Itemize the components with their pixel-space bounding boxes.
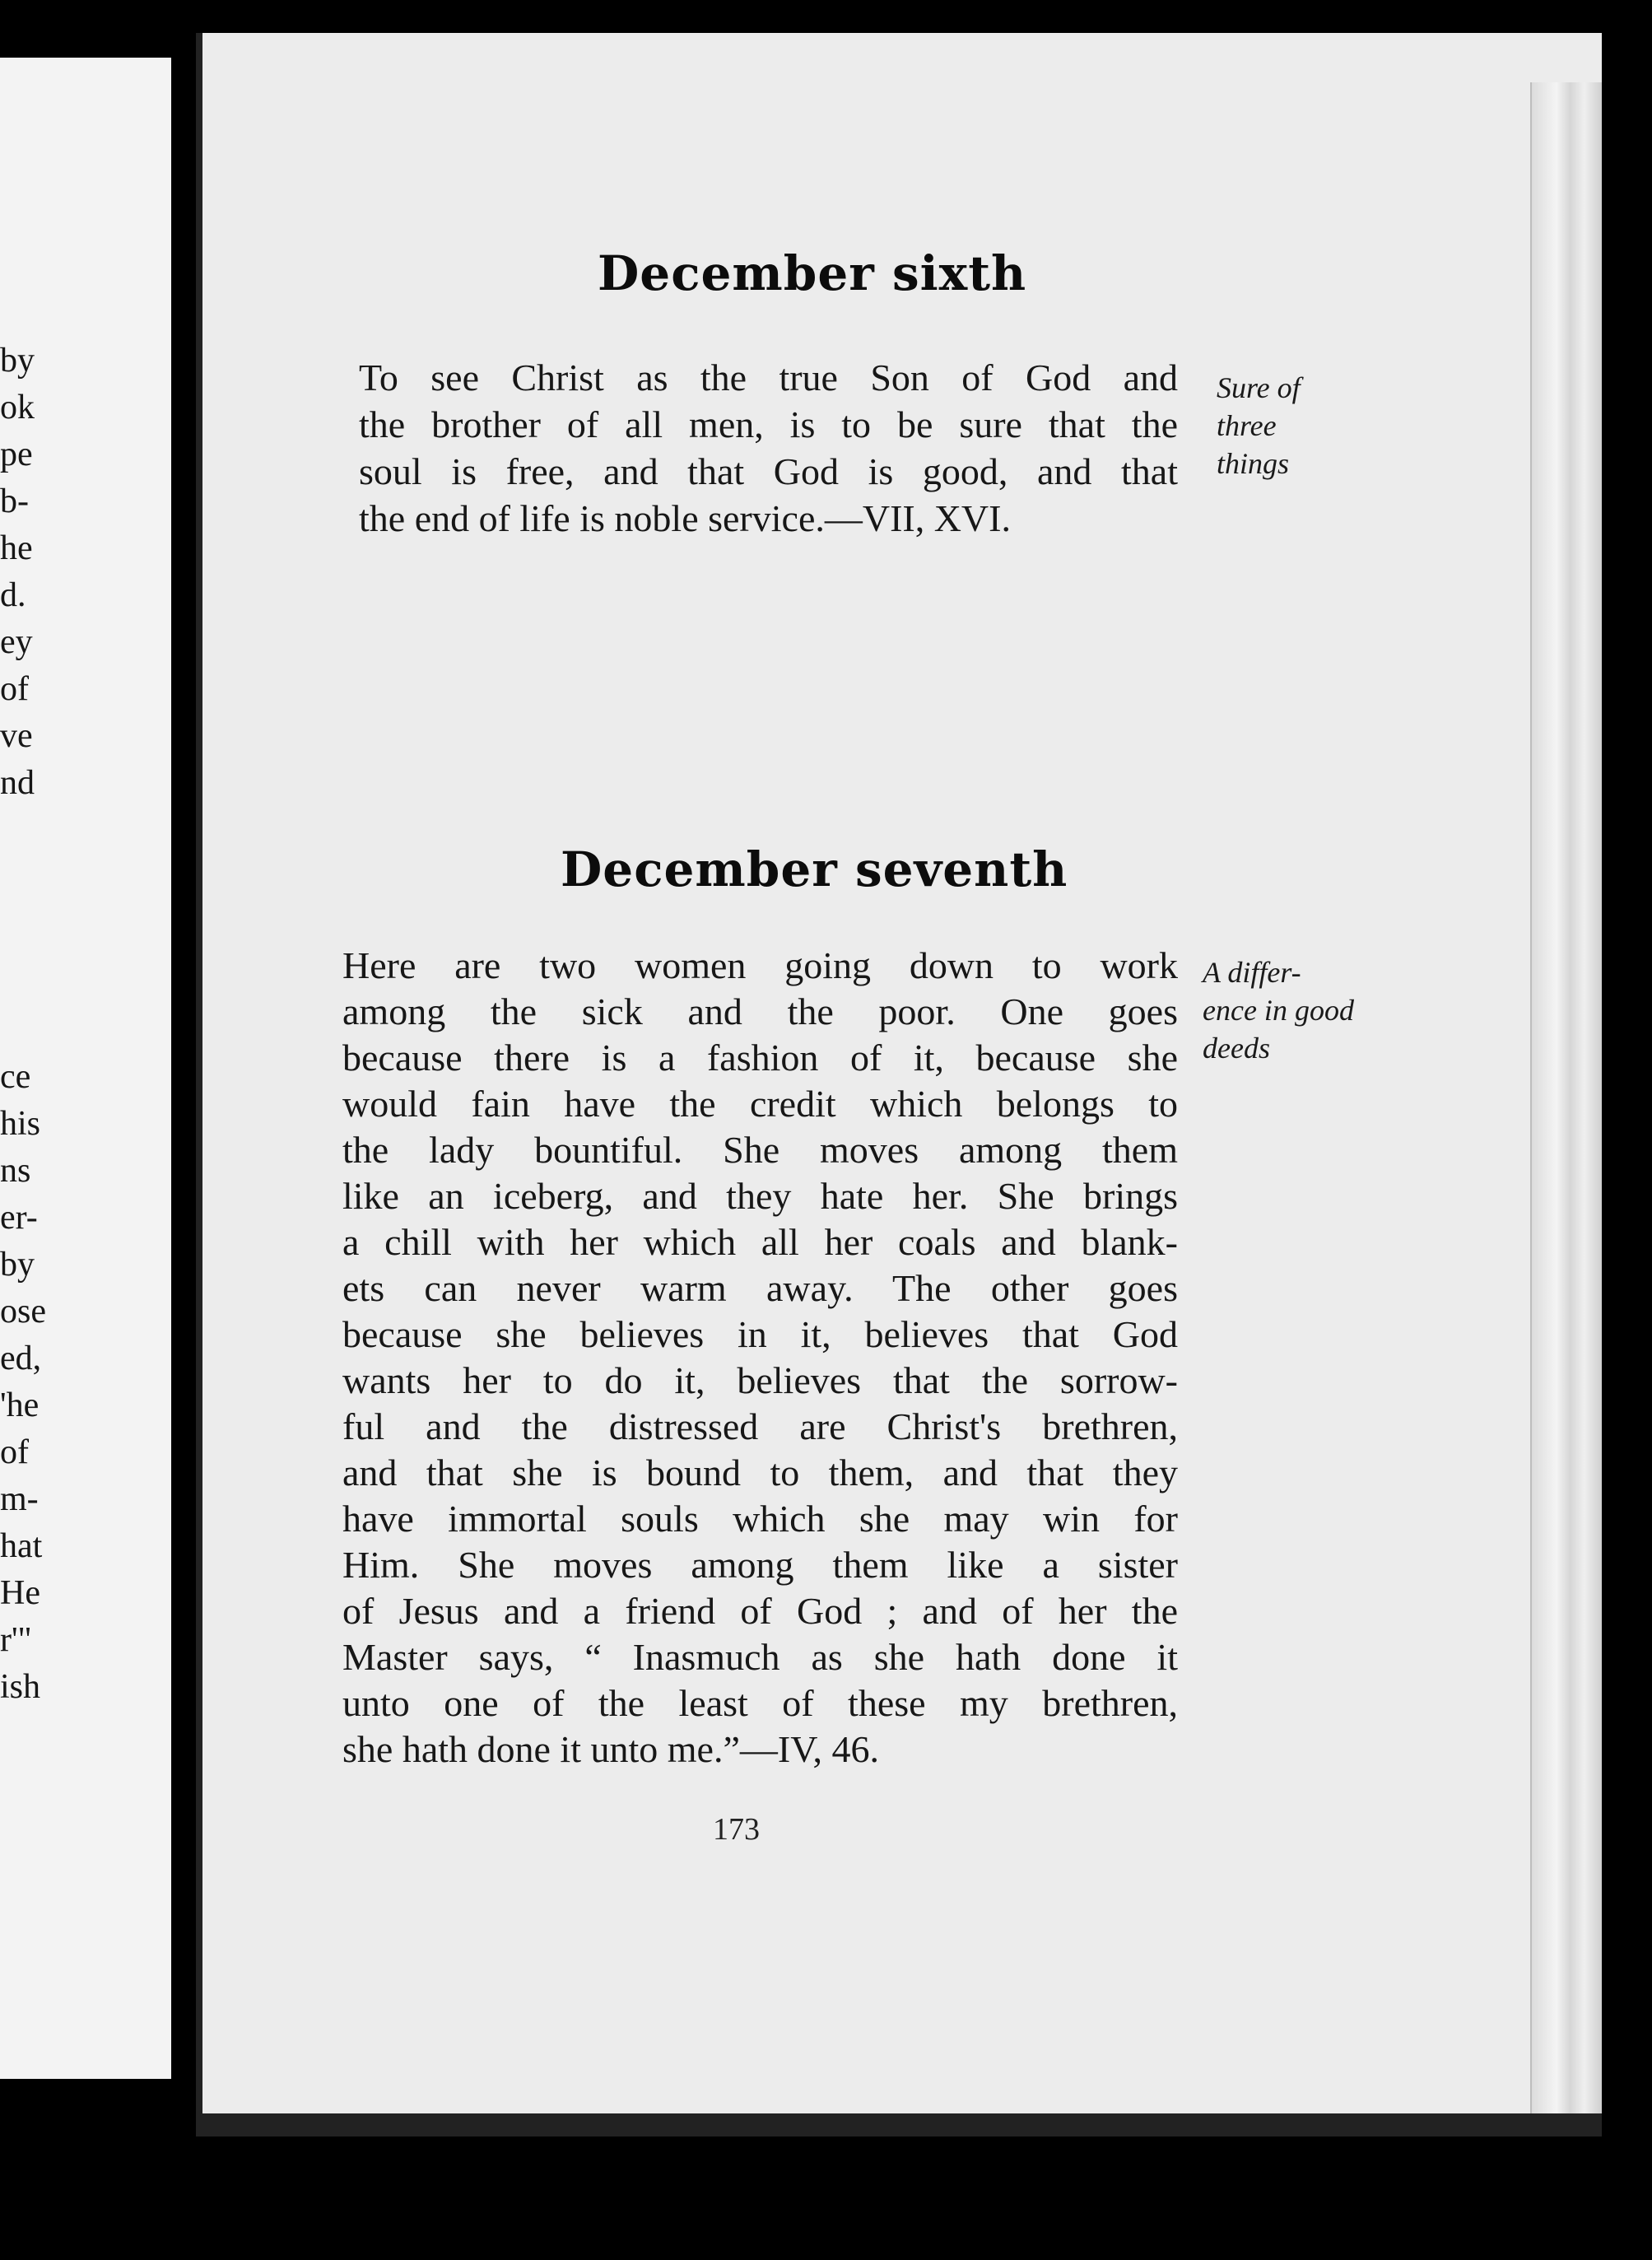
body-line: a chill with her which all her coals and blank-	[342, 1221, 1178, 1263]
left-facing-page	[0, 58, 171, 2079]
body-line: soul is free, and that God is good, and that	[359, 450, 1178, 492]
page-edges	[1530, 82, 1602, 2124]
left-fragment: ey	[0, 623, 33, 661]
left-fragment: nd	[0, 764, 35, 802]
body-line: among the sick and the poor. One goes	[342, 990, 1178, 1032]
left-fragment: m-	[0, 1480, 39, 1518]
body-line: and that she is bound to them, and that they	[342, 1452, 1178, 1493]
margin-note-line: things	[1217, 447, 1290, 480]
body-line: Here are two women going down to work	[342, 944, 1178, 986]
body-line: the brother of all men, is to be sure that the	[359, 403, 1178, 445]
left-fragment: ns	[0, 1152, 31, 1190]
page-number: 173	[713, 1812, 760, 1847]
body-line: To see Christ as the true Son of God and	[359, 356, 1178, 398]
left-fragment: hat	[0, 1527, 43, 1565]
left-fragment: r'"	[0, 1621, 32, 1659]
entry-heading-december-seventh: December seventh	[561, 841, 1068, 897]
left-fragment: ed,	[0, 1340, 42, 1377]
body-line: wants her to do it, believes that the sorrow-	[342, 1359, 1178, 1401]
entry-heading-december-sixth: December sixth	[598, 245, 1027, 301]
left-fragment: he	[0, 529, 33, 567]
left-fragment: d.	[0, 576, 26, 614]
body-line: the end of life is noble service.—VII, XVI.	[359, 497, 1011, 539]
left-fragment: ve	[0, 717, 33, 755]
body-line: the lady bountiful. She moves among them	[342, 1129, 1178, 1171]
body-line: have immortal souls which she may win for	[342, 1498, 1178, 1540]
left-fragment: 'he	[0, 1386, 40, 1424]
left-fragment: ose	[0, 1293, 46, 1330]
body-line: unto one of the least of these my brethren,	[342, 1682, 1178, 1724]
page-bottom-shadow	[202, 2113, 1602, 2137]
body-line: ets can never warm away. The other goes	[342, 1267, 1178, 1309]
left-fragment: ish	[0, 1668, 41, 1706]
margin-note-line: deeds	[1203, 1032, 1270, 1065]
left-fragment: by	[0, 342, 35, 380]
body-line: of Jesus and a friend of God ; and of her the	[342, 1590, 1178, 1632]
body-line: ful and the distressed are Christ's brethren,	[342, 1405, 1178, 1447]
left-fragment: b-	[0, 482, 29, 520]
margin-note-line: A differ-	[1203, 956, 1301, 989]
left-fragment: er-	[0, 1199, 38, 1237]
body-line: would fain have the credit which belongs to	[342, 1083, 1178, 1125]
book-gutter	[171, 25, 196, 2099]
left-fragment: by	[0, 1246, 35, 1284]
left-fragment: of	[0, 670, 29, 708]
body-line: Master says, “ Inasmuch as she hath done it	[342, 1636, 1178, 1678]
margin-note-line: ence in good	[1203, 994, 1354, 1027]
left-fragment: of	[0, 1433, 29, 1471]
body-line: because she believes in it, believes that God	[342, 1313, 1178, 1355]
left-fragment: pe	[0, 436, 33, 473]
left-fragment: He	[0, 1574, 40, 1612]
left-fragment: ce	[0, 1058, 31, 1096]
body-line: Him. She moves among them like a sister	[342, 1544, 1178, 1586]
body-line: because there is a fashion of it, because she	[342, 1037, 1178, 1079]
left-fragment: his	[0, 1105, 41, 1143]
margin-note-line: Sure of	[1217, 371, 1301, 404]
right-page	[196, 33, 1602, 2137]
body-line: she hath done it unto me.”—IV, 46.	[342, 1728, 879, 1770]
margin-note-line: three	[1217, 409, 1277, 442]
left-fragment: ok	[0, 389, 35, 426]
body-line: like an iceberg, and they hate her. She brings	[342, 1175, 1178, 1217]
